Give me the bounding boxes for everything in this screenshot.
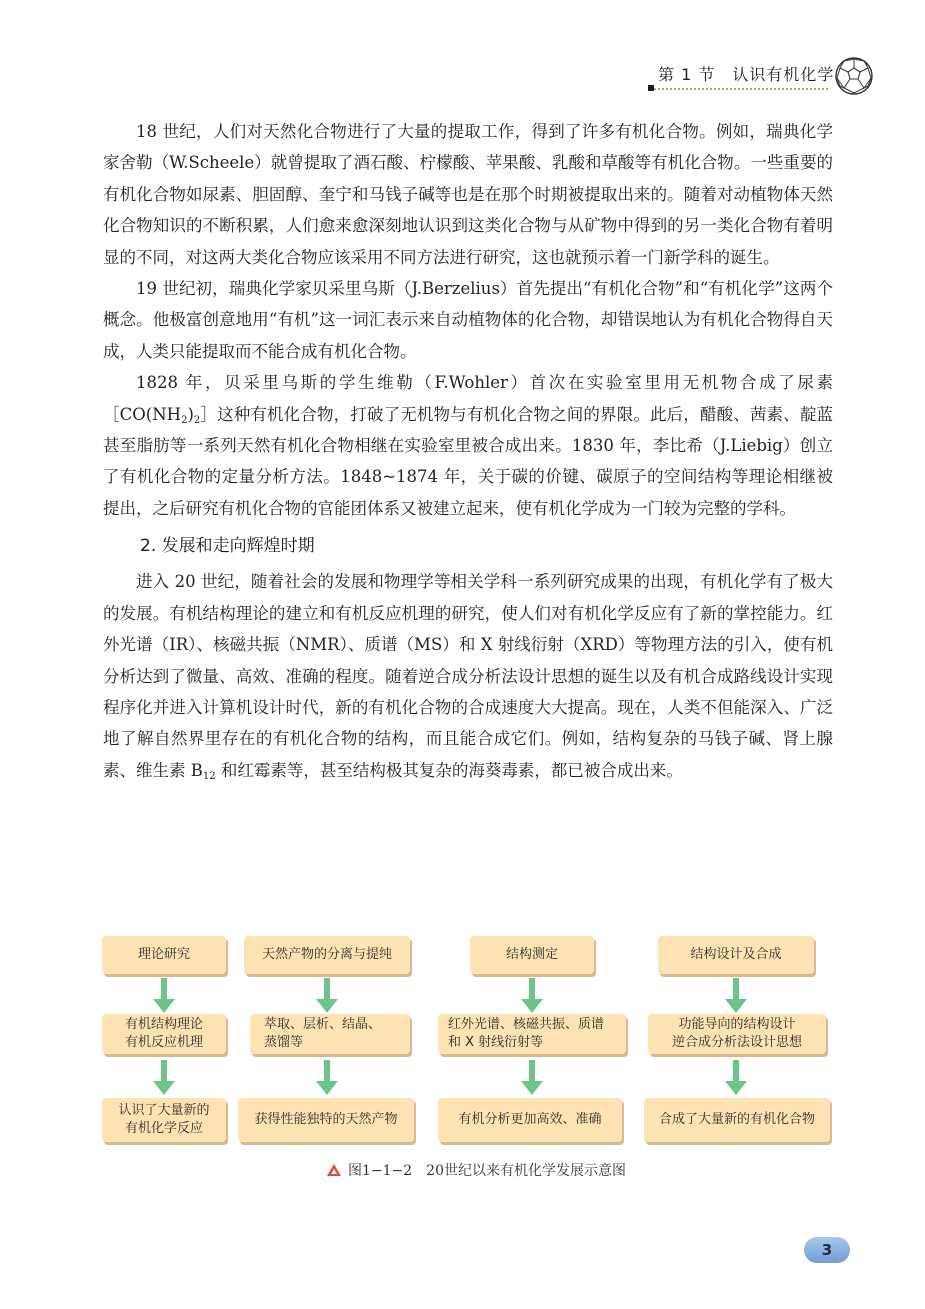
box-label-line1: 认识了大量新的 <box>118 1103 210 1118</box>
box-spectroscopy-methods <box>438 1014 626 1054</box>
box-label: 结构测定 <box>505 947 558 962</box>
caption-text: 图1−1−2 20世纪以来有机化学发展示意图 <box>348 1163 626 1179</box>
header-marker <box>648 85 654 91</box>
subscript-b12: 12 <box>202 770 216 782</box>
section-title: 第 1 节 认识有机化学 <box>658 65 835 84</box>
box-natural-product-separation <box>244 936 410 974</box>
box-label-line2: 蒸馏等 <box>264 1035 304 1050</box>
running-header <box>650 56 890 96</box>
box-label: 有机分析更加高效、准确 <box>458 1112 602 1127</box>
development-diagram <box>100 932 840 1152</box>
paragraph-wohler-text-c: ］这种有机化合物，打破了无机物与有机化合物之间的界限。此后，醋酸、茜素、靛蓝甚至脂肪等一系列天然有机化合物相继在实验室里被合成出来。1830 年，李比希（J.Liebig）创立了有机化合物的定量分析方法。1848~1874 年，关于碳的价键、碳原子的空间结构等理论相继被提出，之后研究有机化合物的官能团体系又被建立起来，使有机化学成为一门较为完整的学科。 <box>103 404 834 518</box>
box-label: 结构设计及合成 <box>690 947 782 962</box>
box-synthesized-compounds <box>644 1098 830 1142</box>
figure-caption <box>326 1160 626 1180</box>
box-structure-theory <box>102 1014 226 1054</box>
box-extraction-methods <box>250 1014 410 1054</box>
box-label-line2: 和 X 射线衍射等 <box>448 1035 544 1050</box>
box-label: 理论研究 <box>137 947 190 962</box>
page-number: 3 <box>804 1237 850 1263</box>
paragraph-20th-text-b: 和红霉素等，甚至结构极其复杂的海葵毒素，都已被合成出来。 <box>215 760 683 780</box>
box-design-methods <box>648 1014 826 1054</box>
box-structure-design <box>658 936 814 974</box>
box-label: 天然产物的分离与提纯 <box>261 947 392 962</box>
box-label-line2: 有机反应机理 <box>124 1035 203 1050</box>
subscript-two: 2 <box>193 414 201 426</box>
header-dotted-rule <box>650 88 828 90</box>
box-label-line1: 功能导向的结构设计 <box>678 1017 796 1032</box>
box-unique-natural-products <box>238 1098 414 1142</box>
triangle-icon <box>326 1163 342 1177</box>
paragraph-wohler-text-a: 1828 年，贝采里乌斯的学生维勒（F.Wohler）首次在实验室里用无机物合成了尿素［CO(NH <box>103 373 833 424</box>
paragraph-18th-century: 18 世纪，人们对天然化合物进行了大量的提取工作，得到了许多有机化合物。例如，瑞典化学家舍勒（W.Scheele）就曾提取了酒石酸、柠檬酸、苹果酸、乳酸和草酸等有机化合物。一些重要的有机化合物如尿素、胆固醇、奎宁和马钱子碱等也是在那个时期被提取出来的。随着对动植物体天然化合物知识的不断积累，人们愈来愈深刻地认识到这类化合物与从矿物中得到的另一类化合物有着明显的不同，对这两大类化合物应该采用不同方法进行研究，这也就预示着一门新学科的诞生。 <box>103 122 833 267</box>
box-label-line1: 有机结构理论 <box>124 1017 203 1032</box>
box-efficient-analysis <box>438 1098 622 1142</box>
paragraph-wohler-text-b: ) <box>187 404 194 424</box>
subscript-nh2: 2 <box>181 414 188 426</box>
box-label-line2: 逆合成分析法设计思想 <box>671 1035 802 1050</box>
paragraph-20th-text-a: 进入 20 世纪，随着社会的发展和物理学等相关学科一系列研究成果的出现，有机化学有了极大的发展。有机结构理论的建立和有机反应机理的研究，使人们对有机化学反应有了新的掌控能力。红外光谱（IR）、核磁共振（NMR）、质谱（MS）和 X 射线衍射（XRD）等物理方法的引入，使有机分析达到了微量、高效、准确的程度。随着逆合成分析法设计思想的诞生以及有机合成路线设计实现程序化并进入计算机设计时代，新的有机化合物的合成速度大大提高。现在，人类不但能深入、广泛地了解自然界里存在的有机化合物的结构，而且能合成它们。例如，结构复杂的马钱子碱、肾上腺素、维生素 B <box>103 572 833 780</box>
box-theory-research <box>102 936 226 974</box>
box-label: 获得性能独特的天然产物 <box>254 1112 398 1127</box>
box-label-line1: 红外光谱、核磁共振、质谱 <box>448 1017 605 1032</box>
box-label-line1: 萃取、层析、结晶、 <box>264 1017 382 1032</box>
main-text <box>103 116 833 786</box>
paragraph-20th-century <box>103 566 833 786</box>
box-structure-determination <box>470 936 594 974</box>
paragraph-19th-century: 19 世纪初，瑞典化学家贝采里乌斯（J.Berzelius）首先提出“有机化合物”和“有机化学”这两个概念。他极富创意地用“有机”这一词汇表示来自动植物体的化合物，却错误地认为有机化合物得自天成，人类只能提取而不能合成有机化合物。 <box>103 279 833 361</box>
box-label-line2: 有机化学反应 <box>124 1121 203 1136</box>
paragraph-wohler <box>103 367 833 524</box>
section-heading: 2. 发展和走向辉煌时期 <box>140 536 315 557</box>
fullerene-icon <box>834 56 874 96</box>
box-label: 合成了大量新的有机化合物 <box>658 1112 815 1127</box>
box-new-reactions <box>102 1098 226 1142</box>
